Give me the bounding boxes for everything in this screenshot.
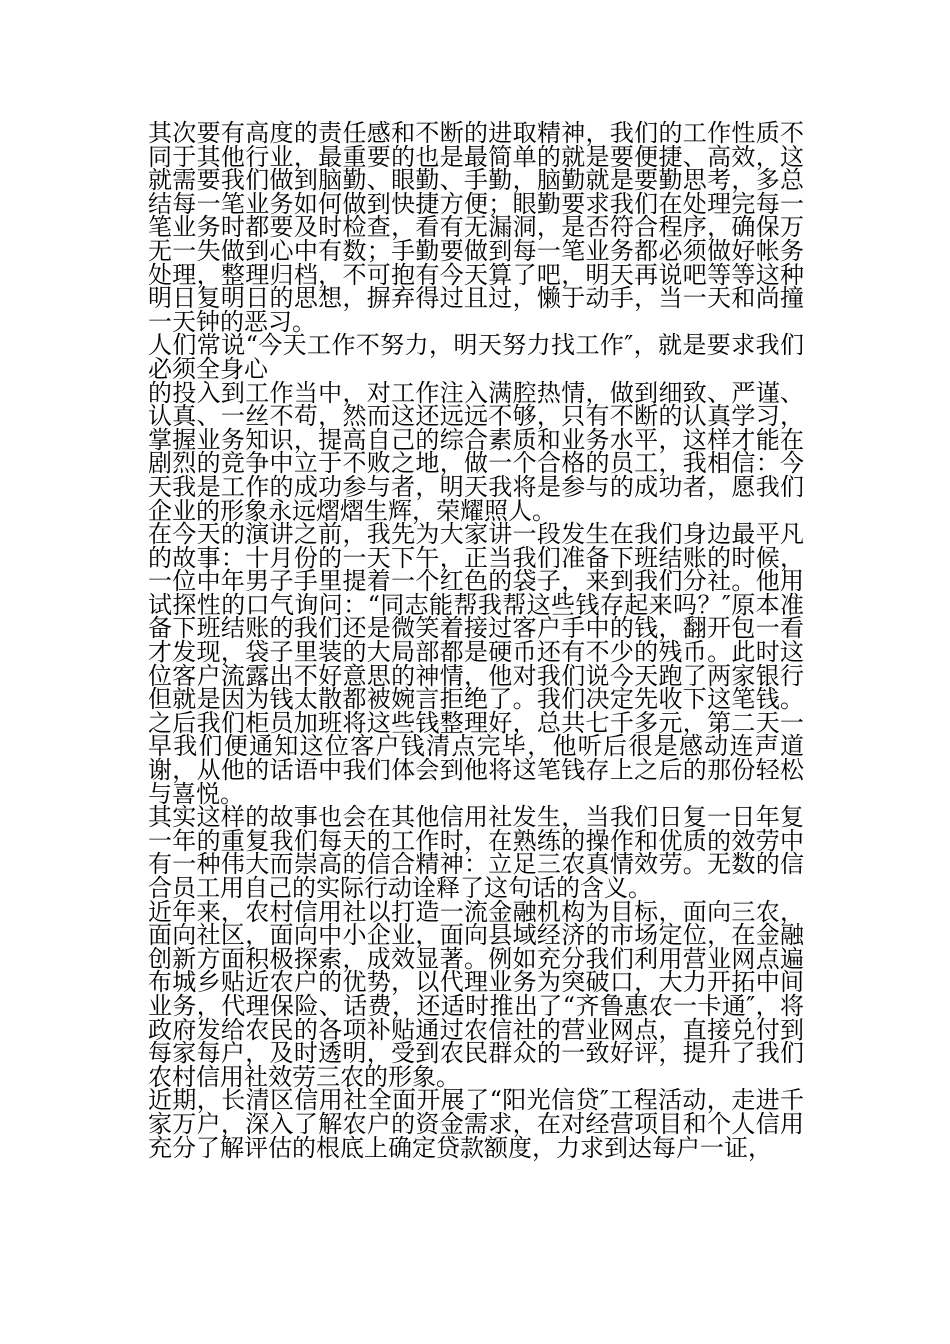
paragraph-spirit: 其实这样的故事也会在其他信用社发生，当我们日复一日年复一年的重复我们每天的工作时，在熟练的操作和优质的效劳中有一种伟大而崇高的信合精神：立足三农真情效劳。无数的信合员工用自己的实际行动诠释了这句话的含义。 [148, 803, 804, 902]
paragraph-diligence: 其次要有高度的责任感和不断的进取精神，我们的工作性质不同于其他行业，最重要的也是最简单的就是要便捷、高效，这就需要我们做到脑勤、眼勤、手勤，脑勤就是要勤思考，多总结每一笔业务如何做到快捷方便；眼勤要求我们在处理完每一笔业务时都要及时检查，看有无漏洞，是否符合程序，确保万无一失做到心中有数；手勤要做到每一笔业务都必须做好帐务处理，整理归档，不可抱有今天算了吧，明天再说吧等等这种明日复明日的思想，摒弃得过且过，懒于动手，当一天和尚撞一天钟的恶习。 [148, 119, 804, 336]
document-body [148, 119, 804, 1162]
paragraph-dedication: 的投入到工作当中，对工作注入满腔热情，做到细致、严谨、认真、一丝不苟，然而这还远远不够，只有不断的认真学习，掌握业务知识，提高自己的综合素质和业务水平，这样才能在剧烈的竞争中立于不败之地，做一个合格的员工，我相信：今天我是工作的成功参与者，明天我将是参与的成功者，愿我们企业的形象永远熠熠生辉，荣耀照人。 [148, 378, 804, 525]
paragraph-innovation: 近年来，农村信用社以打造一流金融机构为目标，面向三农，面向社区，面向中小企业，面向县域经济的市场定位，在金融创新方面积极探索，成效显著。例如充分我们利用营业网点遍布城乡贴近农户的优势，以代理业务为突破口，大力开拓中间业务，代理保险、话费，还适时推出了“齐鲁惠农一卡通″，将政府发给农民的各项补贴通过农信社的营业网点，直接兑付到每家每户，及时透明，受到农民群众的一致好评，提升了我们农村信用社效劳三农的形象。 [148, 897, 804, 1091]
paragraph-sunshine-credit: 近期，长清区信用社全面开展了“阳光信贷″工程活动，走进千家万户，深入了解农户的资金需求，在对经营项目和个人信用充分了解评估的根底上确定贷款额度，力求到达每户一证， [148, 1086, 804, 1162]
paragraph-story: 在今天的演讲之前，我先为大家讲一段发生在我们身边最平凡的故事：十月份的一天下午，正当我们准备下班结账的时候，一位中年男子手里提着一个红色的袋子，来到我们分社。他用试探性的口气询问：“同志能帮我帮这些钱存起来吗？″原本准备下班结账的我们还是微笑着接过客户手中的钱，翻开包一看才发现，袋子里装的大局部都是硬币还有不少的残币。此时这位客户流露出不好意思的神情，他对我们说今天跑了两家银行但就是因为钱太散都被婉言拒绝了。我们决定先收下这笔钱。之后我们柜员加班将这些钱整理好，总共七千多元，第二天一早我们便通知这位客户钱清点完毕，他听后很是感动连声道谢，从他的话语中我们体会到他将这笔钱存上之后的那份轻松与喜悦。 [148, 520, 804, 808]
paragraph-saying: 人们常说“今天工作不努力，明天努力找工作″，就是要求我们必须全身心 [148, 331, 804, 383]
